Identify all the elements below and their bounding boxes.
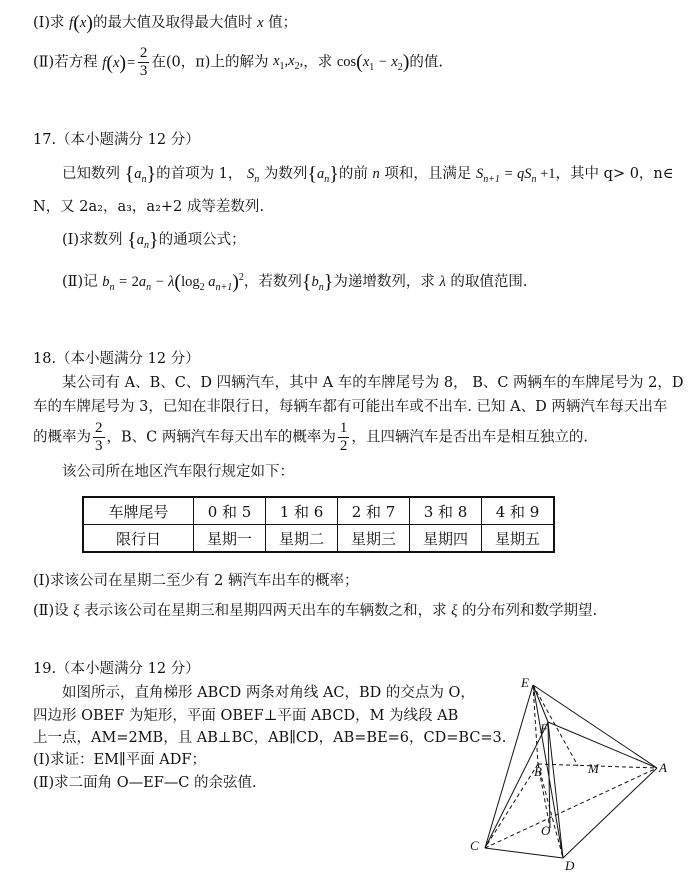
table-cell: 0 和 5 [194, 497, 266, 525]
q18-xi2: ξ [451, 603, 458, 619]
q17-header: 17.（本小题满分 12 分） [33, 132, 200, 148]
q16-frac-num: 2 [139, 45, 148, 61]
label-C: C [470, 838, 479, 853]
q18-frac1-num: 2 [95, 420, 103, 436]
q16-part2-label: (Ⅱ) [33, 54, 55, 71]
q18-frac2 [338, 420, 350, 455]
table-cell: 星期三 [338, 525, 410, 553]
q18-header: 18.（本小题满分 12 分） [33, 351, 200, 367]
q18-part2-b: 表示该公司在星期三和星期四两天出车的车辆数之和，求 [84, 603, 447, 619]
q17-line1-f: ，其中 q> 0，n∈ [555, 166, 674, 182]
q18-line3-b: ，B、C 两辆汽车每天出车的概率为 [106, 429, 336, 446]
table-cell: 星期二 [266, 525, 338, 553]
table-row [83, 525, 554, 553]
q17-part2-label: (Ⅱ) [62, 274, 84, 290]
q17-line1-a: 已知数列 [62, 166, 120, 182]
q19-header: 19.（本小题满分 12 分） [33, 661, 200, 677]
q17-an-set3: $\{a_n\}$ [127, 229, 159, 251]
q16-part1-text-b: 的最大值及取得最大值时 [92, 15, 253, 31]
q16-part2-text-b: 在(0，π)上的解为 [151, 54, 269, 71]
q17-line1-b: 的首项为 1， [156, 166, 243, 182]
restriction-table [82, 496, 555, 553]
q17-part2-b: ，若数列 [243, 274, 302, 290]
q16-part2-text-d: 的值. [409, 54, 444, 71]
table-cell: 星期一 [194, 525, 266, 553]
q17-recurrence: $S_{n+1} = qS_n +1$ [475, 166, 556, 185]
q19-part2: (Ⅱ)求二面角 O—EF—C 的余弦值. [33, 775, 257, 791]
geometry-figure [460, 668, 690, 876]
q16-x: x [257, 15, 264, 31]
q17-line2: N，又 2a₂，a₃，a₂+2 成等差数列. [33, 199, 264, 215]
table-cell: 限行日 [83, 525, 194, 553]
q17-bn-formula: $b_n = 2a_n - \lambda(\log_2$ $a_{n+1})^2$ [102, 271, 244, 293]
q18-line2: 车的车牌尾号为 3，已知在非限行日，每辆车都有可能出车或不出车. 已知 A、D 两辆汽车每天出车 [33, 399, 668, 415]
q17-an-set2: $\{a_n\}$ [307, 163, 339, 185]
q19-line3: 上一点，AM=2MB，且 AB⊥BC，AB∥CD，AB=BE=6，CD=BC=3. [33, 730, 507, 746]
table-cell: 星期四 [410, 525, 482, 553]
label-B: B [534, 764, 542, 779]
q19-line1: 如图所示，直角梯形 ABCD 两条对角线 AC，BD 的交点为 O， [62, 685, 475, 701]
q16-frac [138, 45, 150, 80]
q18-line3 [33, 420, 588, 455]
q18-part2-a: (Ⅱ)设 [33, 603, 69, 619]
table-row [83, 497, 554, 525]
q17-lambda: λ [439, 274, 446, 290]
q17-part1-label: (Ⅰ) [62, 232, 80, 248]
q18-xi: ξ [73, 603, 80, 619]
q17-line1-e: 项和，且满足 [384, 166, 472, 182]
table-cell: 3 和 8 [410, 497, 482, 525]
label-D: D [565, 858, 575, 873]
label-M: M [588, 761, 599, 776]
q16-fx: f(x) [69, 12, 93, 34]
q19-line2: 四边形 OBEF 为矩形，平面 OBEF⊥平面 ABCD，M 为线段 AB [33, 708, 459, 724]
q18-frac2-den: 2 [339, 438, 348, 454]
q16-part2 [33, 45, 443, 80]
q18-line3-a: 的概率为 [33, 429, 91, 446]
label-A: A [659, 760, 667, 775]
label-O: O [541, 823, 551, 838]
q16-part1 [33, 13, 297, 33]
table-cell: 1 和 6 [266, 497, 338, 525]
q16-part1-label: (Ⅰ) [33, 15, 51, 31]
q16-eq: f(x)= [102, 51, 136, 74]
q18-part2-c: 的分布列和数学期望. [462, 603, 598, 619]
q17-sn: $S_n$ [247, 166, 260, 185]
q17-line1-d: 的前 [338, 166, 368, 182]
q17-part2-a: 记 [83, 274, 98, 290]
q17-bn-set: $\{b_n\}$ [301, 271, 334, 293]
q17-n: n [372, 166, 380, 182]
table-cell: 4 和 9 [482, 497, 555, 525]
q17-part2 [62, 272, 527, 293]
q16-part1-text-c: 值； [268, 15, 298, 31]
label-F: F [540, 721, 548, 736]
q17-part2-c: 为递增数列，求 [333, 274, 435, 290]
q17-part2-d: 的取值范围. [450, 274, 528, 290]
q18-part2 [33, 604, 597, 619]
q16-cos: $\cos(x_1 - x_2)$ [336, 51, 410, 74]
q18-line3-c: ，且四辆汽车是否出车是相互独立的. [351, 429, 588, 446]
q18-frac1 [93, 420, 105, 455]
q17-line1 [62, 164, 674, 185]
table-cell: 车牌尾号 [83, 497, 194, 525]
q18-frac2-num: 1 [339, 420, 348, 436]
table-cell: 2 和 7 [338, 497, 410, 525]
q18-line4: 该公司所在地区汽车限行规定如下： [62, 464, 294, 480]
q18-line1: 某公司有 A、B、C、D 四辆汽车，其中 A 车的车牌尾号为 8， B、C 两辆车的车牌尾号为 2，D [62, 375, 684, 391]
q16-frac-den: 3 [139, 63, 148, 79]
q18-part1: (Ⅰ)求该公司在星期二至少有 2 辆汽车出车的概率； [33, 573, 359, 589]
q17-line1-c: 为数列 [263, 166, 308, 182]
table-cell: 星期五 [482, 525, 555, 553]
q17-part1 [62, 230, 246, 251]
q17-part1-a: 求数列 [79, 232, 123, 248]
q19-part1: (Ⅰ)求证：EM∥平面 ADF； [33, 752, 206, 768]
q17-part1-b: 的通项公式； [158, 232, 246, 248]
label-E: E [521, 675, 529, 690]
q16-part2-text-c: ，求 [303, 54, 333, 71]
q16-part2-text-a: 若方程 [54, 54, 98, 71]
q16-part1-text-a: 求 [50, 15, 65, 31]
q18-frac1-den: 3 [95, 438, 103, 454]
q17-an-set: $\{a_n\}$ [124, 163, 157, 185]
q16-roots: $x_1,x_2$, [273, 52, 304, 72]
